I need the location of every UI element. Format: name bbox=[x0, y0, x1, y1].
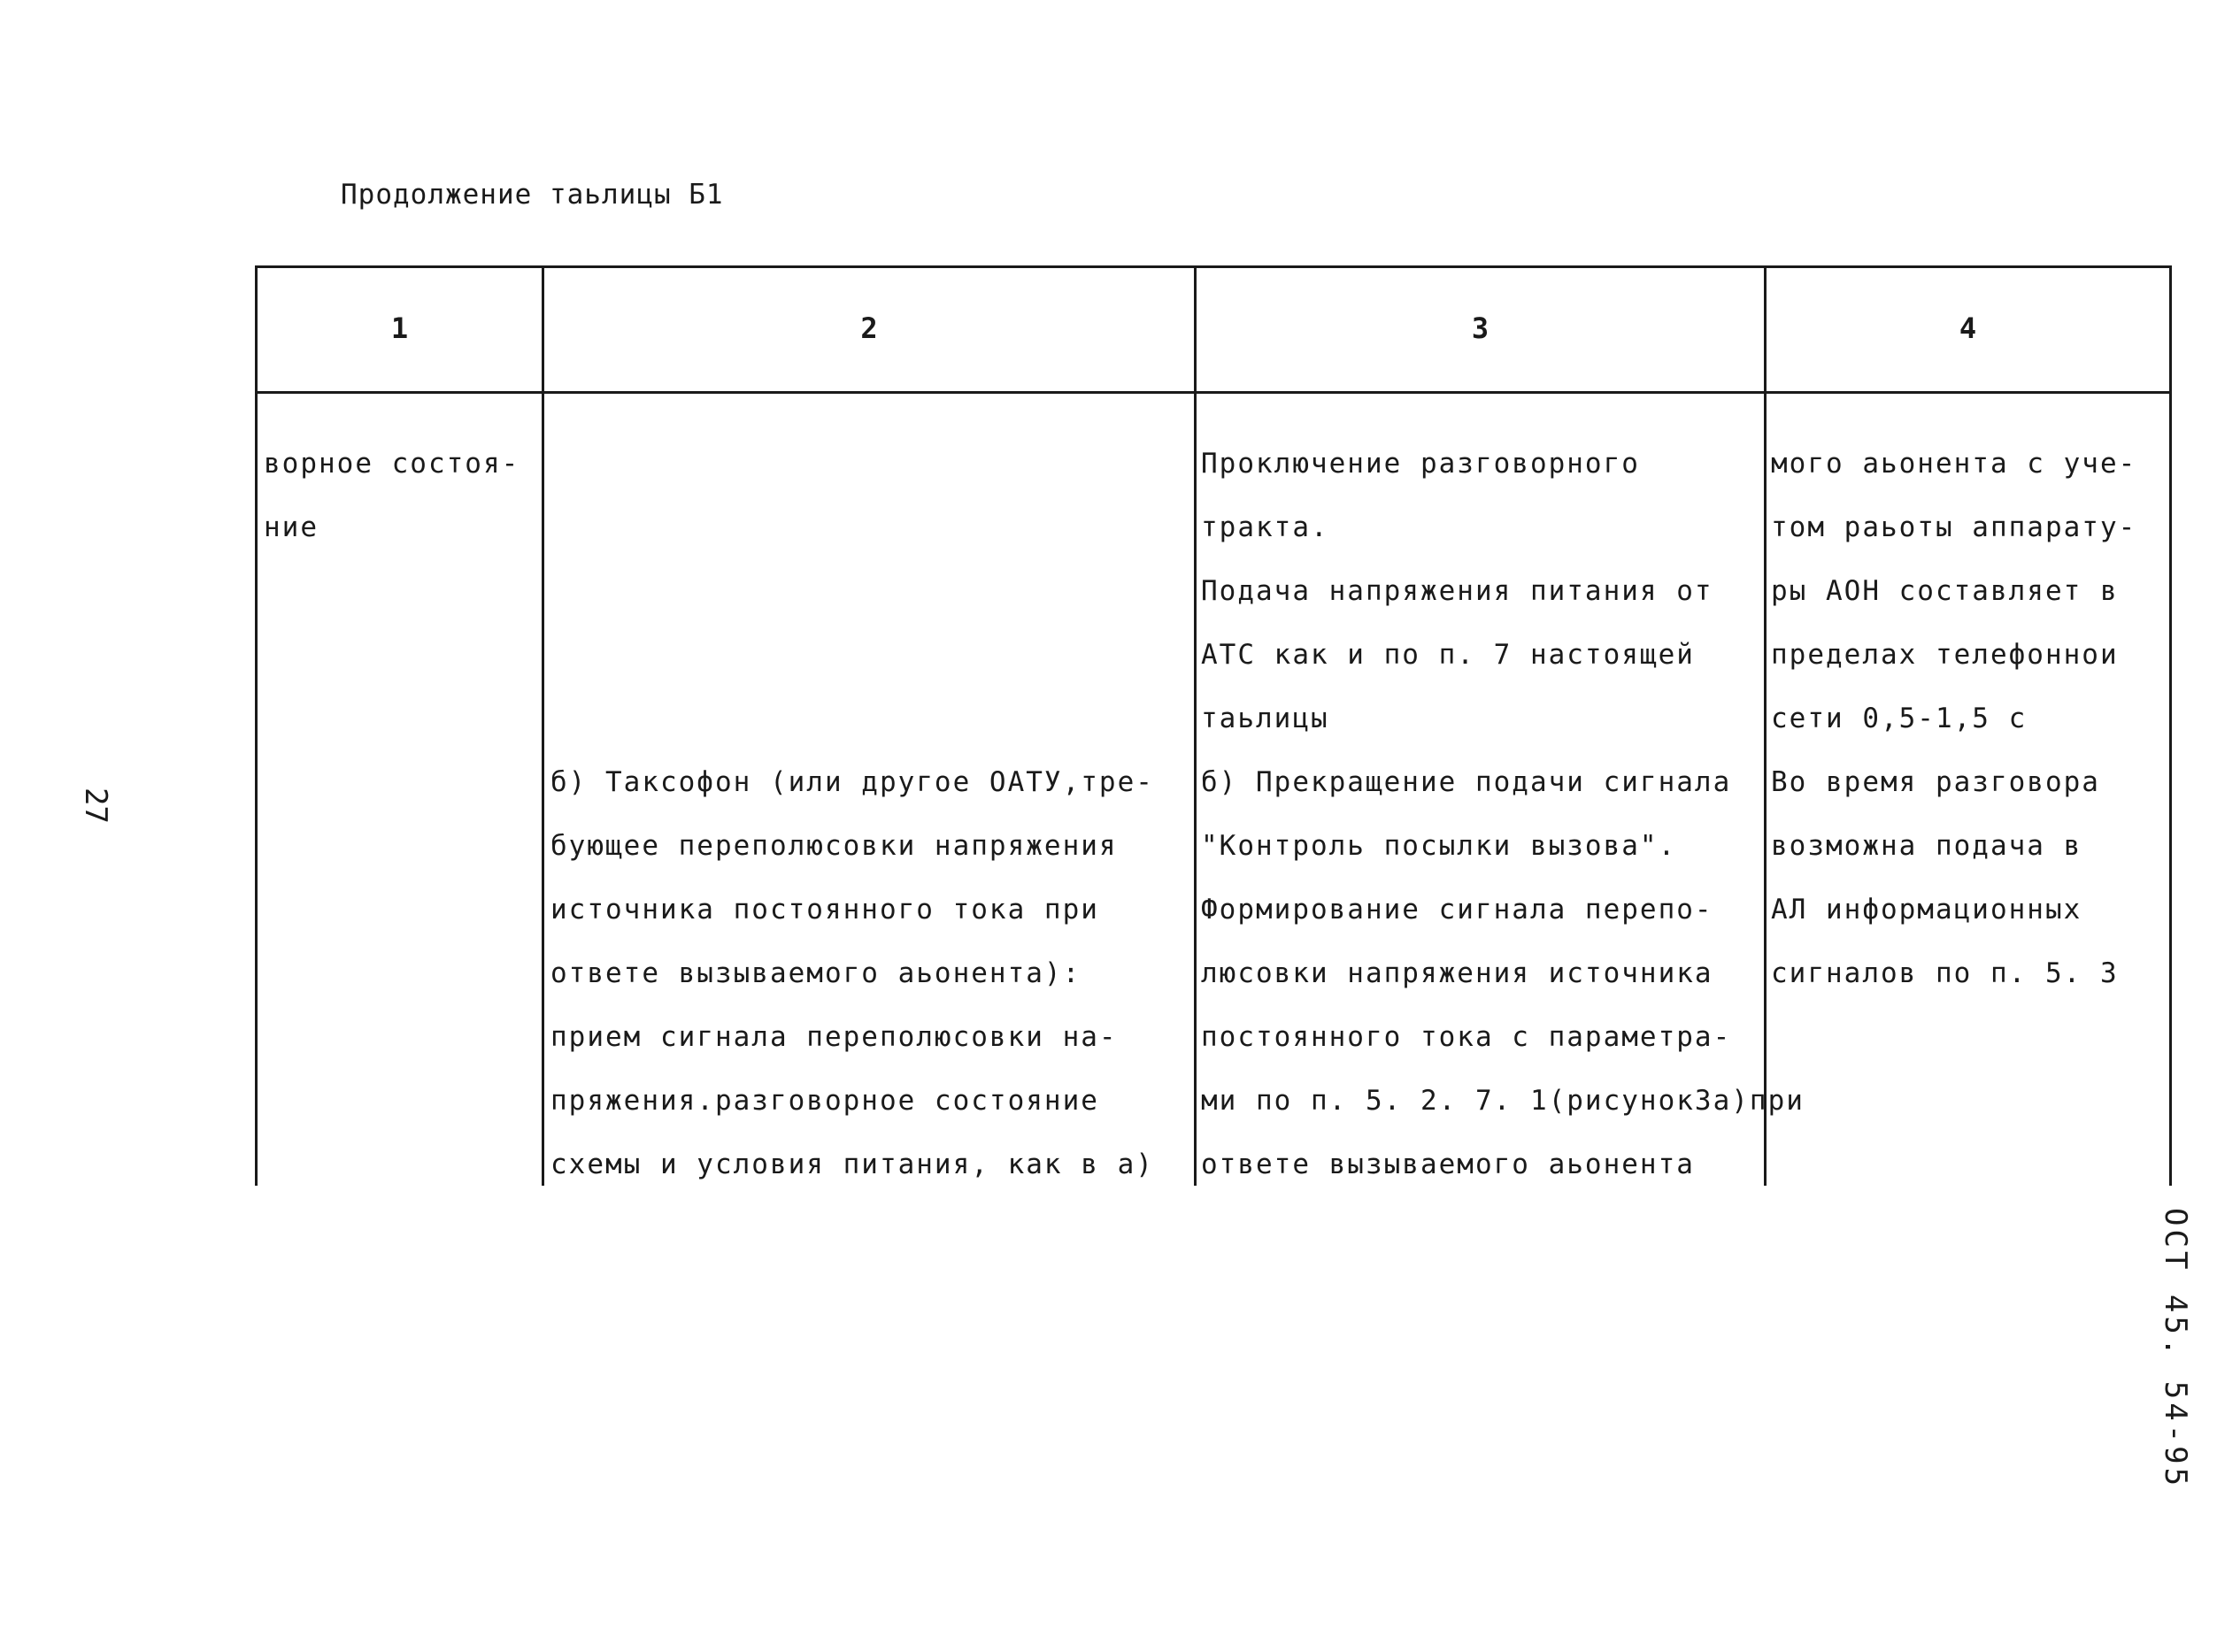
text-line: АТС как и по п. 7 настоящей bbox=[1201, 639, 1695, 671]
text-line: ворное состоя- bbox=[264, 448, 520, 480]
body-cell-col1 bbox=[264, 432, 520, 559]
body-cell-col2 bbox=[550, 432, 1154, 1196]
text-line bbox=[550, 687, 1154, 750]
text-line bbox=[550, 432, 1154, 496]
column-divider-1 bbox=[542, 265, 544, 1186]
text-line: источника постоянного тока при bbox=[550, 894, 1099, 926]
text-line bbox=[550, 496, 1154, 559]
table-right-border bbox=[2169, 265, 2172, 1186]
text-line bbox=[550, 559, 1154, 623]
text-line: возможна подача в bbox=[1771, 830, 2082, 862]
text-line: схемы и условия питания, как в а) bbox=[550, 1149, 1154, 1180]
page-number: 27 bbox=[78, 788, 113, 824]
text-line: ние bbox=[264, 511, 319, 543]
text-line: постоянного тока с параметра- bbox=[1201, 1021, 1732, 1053]
text-line: Проключение разговорного bbox=[1201, 448, 1640, 480]
text-line: б) Таксофон (или другое ОАТУ,тре- bbox=[550, 766, 1154, 798]
text-line: АЛ информационных bbox=[1771, 894, 2082, 926]
text-line: таьлицы bbox=[1201, 703, 1329, 734]
text-line: мого аьонента с уче- bbox=[1771, 448, 2137, 480]
header-cell-2: 2 bbox=[860, 311, 878, 345]
header-cell-3: 3 bbox=[1471, 311, 1489, 345]
text-line: пряжения.разговорное состояние bbox=[550, 1085, 1099, 1117]
text-line: б) Прекращение подачи сигнала bbox=[1201, 766, 1732, 798]
text-line: ми по п. 5. 2. 7. 1(рисунок3а)при bbox=[1201, 1085, 1805, 1117]
table-left-border bbox=[255, 265, 258, 1186]
text-line: "Контроль посылки вызова". bbox=[1201, 830, 1677, 862]
text-line: Во время разговора bbox=[1771, 766, 2100, 798]
text-line: тракта. bbox=[1201, 511, 1329, 543]
text-line bbox=[550, 623, 1154, 687]
table-caption: Продолжение таьлицы Б1 bbox=[341, 179, 724, 211]
text-line: пределах телефоннои bbox=[1771, 639, 2119, 671]
text-line: бующее переполюсовки напряжения bbox=[550, 830, 1118, 862]
text-line: Формирование сигнала перепо- bbox=[1201, 894, 1713, 926]
document-code: ОСТ 45. 54-95 bbox=[2158, 1208, 2193, 1490]
text-line: прием сигнала переполюсовки на- bbox=[550, 1021, 1118, 1053]
text-line: сигналов по п. 5. 3 bbox=[1771, 957, 2119, 989]
text-line: ответе вызываемого аьонента bbox=[1201, 1149, 1695, 1180]
text-line: люсовки напряжения источника bbox=[1201, 957, 1713, 989]
text-line: сети 0,5-1,5 с bbox=[1771, 703, 2028, 734]
text-line: том раьоты аппарату- bbox=[1771, 511, 2137, 543]
text-line: Подача напряжения питания от bbox=[1201, 575, 1713, 607]
header-cell-1: 1 bbox=[390, 311, 409, 345]
text-line: ры АОН составляет в bbox=[1771, 575, 2119, 607]
body-cell-col3 bbox=[1201, 432, 1805, 1196]
column-divider-2 bbox=[1194, 265, 1197, 1186]
header-cell-4: 4 bbox=[1959, 311, 1977, 345]
body-cell-col4 bbox=[1771, 432, 2136, 1005]
text-line: ответе вызываемого аьонента): bbox=[550, 957, 1082, 989]
